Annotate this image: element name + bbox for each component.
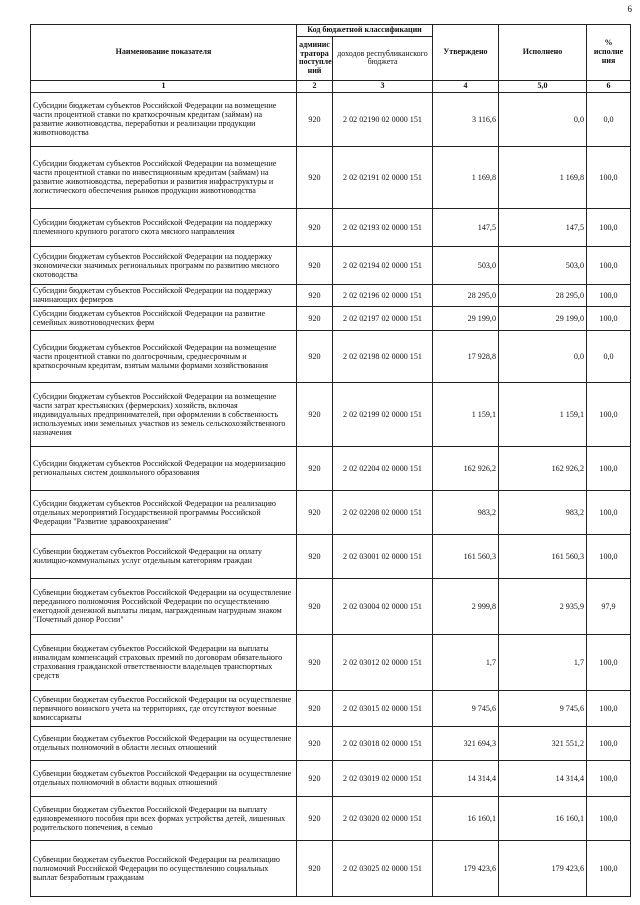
row-name: Субсидии бюджетам субъектов Российской Федерации на возмещение части процентной ставки по долгосрочным, среднесрочным и краткосрочным кредитам, взятым малыми формами хозяйствования [31, 330, 297, 382]
row-name: Субвенции бюджетам субъектов Российской Федерации на выплату единовременного пособия при всех формах устройства детей, лишенных родительского попечения, в семью [31, 796, 297, 840]
row-percent: 100,0 [587, 726, 631, 760]
header-percent: % исполне ния [587, 25, 631, 81]
column-number: 3 [333, 80, 433, 92]
table-row [31, 284, 631, 306]
column-number: 2 [297, 80, 333, 92]
row-admin-code: 920 [297, 146, 333, 208]
row-admin-code: 920 [297, 246, 333, 284]
row-name: Субвенции бюджетам субъектов Российской Федерации на реализацию полномочий Российской Федерации по осуществлению социальных выплат безработным гражданам [31, 840, 297, 896]
table-row [31, 796, 631, 840]
table-row [31, 146, 631, 208]
row-revenue-code: 2 02 03001 02 0000 151 [333, 534, 433, 578]
row-approved: 147,5 [433, 208, 499, 246]
row-revenue-code: 2 02 02193 02 0000 151 [333, 208, 433, 246]
row-executed: 162 926,2 [499, 446, 587, 490]
row-revenue-code: 2 02 03004 02 0000 151 [333, 578, 433, 634]
table-row [31, 534, 631, 578]
row-approved: 161 560,3 [433, 534, 499, 578]
row-executed: 28 295,0 [499, 284, 587, 306]
row-revenue-code: 2 02 03012 02 0000 151 [333, 634, 433, 690]
table-row [31, 690, 631, 726]
column-number: 1 [31, 80, 297, 92]
row-percent: 100,0 [587, 796, 631, 840]
row-executed: 983,2 [499, 490, 587, 534]
row-revenue-code: 2 02 02208 02 0000 151 [333, 490, 433, 534]
row-admin-code: 920 [297, 840, 333, 896]
row-admin-code: 920 [297, 534, 333, 578]
header-approved: Утверждено [433, 25, 499, 81]
row-percent: 100,0 [587, 534, 631, 578]
table-row [31, 490, 631, 534]
row-percent: 100,0 [587, 690, 631, 726]
header-administrator: админис тратора поступле ний [297, 36, 333, 80]
table-row [31, 208, 631, 246]
table-row [31, 382, 631, 446]
row-executed: 1 159,1 [499, 382, 587, 446]
table-row [31, 760, 631, 796]
row-admin-code: 920 [297, 92, 333, 146]
row-name: Субвенции бюджетам субъектов Российской Федерации на оплату жилищно-коммунальных услуг отдельным категориям граждан [31, 534, 297, 578]
row-approved: 179 423,6 [433, 840, 499, 896]
row-revenue-code: 2 02 03025 02 0000 151 [333, 840, 433, 896]
row-admin-code: 920 [297, 306, 333, 330]
column-number: 6 [587, 80, 631, 92]
table-row [31, 306, 631, 330]
row-name: Субсидии бюджетам субъектов Российской Федерации на реализацию отдельных мероприятий Государственной программы Российской Федерации "Развитие здравоохранения" [31, 490, 297, 534]
row-executed: 161 560,3 [499, 534, 587, 578]
row-approved: 983,2 [433, 490, 499, 534]
row-executed: 9 745,6 [499, 690, 587, 726]
row-revenue-code: 2 02 03019 02 0000 151 [333, 760, 433, 796]
row-name: Субвенции бюджетам субъектов Российской Федерации на осуществление отдельных полномочий в области лесных отношений [31, 726, 297, 760]
column-number: 5,0 [499, 80, 587, 92]
row-revenue-code: 2 02 02199 02 0000 151 [333, 382, 433, 446]
table-row [31, 330, 631, 382]
row-admin-code: 920 [297, 634, 333, 690]
row-name: Субсидии бюджетам субъектов Российской Федерации на возмещение части процентной ставки по инвестиционным кредитам (займам) на развитие животноводства, переработки и развития инфраструктуры и логистического обеспечения рынков продукции животноводства [31, 146, 297, 208]
row-revenue-code: 2 02 02191 02 0000 151 [333, 146, 433, 208]
table-row [31, 92, 631, 146]
row-admin-code: 920 [297, 382, 333, 446]
row-revenue-code: 2 02 02204 02 0000 151 [333, 446, 433, 490]
row-name: Субсидии бюджетам субъектов Российской Федерации на развитие семейных животноводческих ферм [31, 306, 297, 330]
table-row [31, 446, 631, 490]
header-executed: Исполнено [499, 25, 587, 81]
table-row [31, 578, 631, 634]
row-name: Субсидии бюджетам субъектов Российской Федерации на возмещение части процентной ставки по краткосрочным кредитам (займам) на развитие животноводства, переработки и реализации продукции животноводства [31, 92, 297, 146]
row-executed: 503,0 [499, 246, 587, 284]
row-admin-code: 920 [297, 726, 333, 760]
row-name: Субсидии бюджетам субъектов Российской Федерации на поддержку экономически значимых региональных программ по развитию мясного скотоводства [31, 246, 297, 284]
row-percent: 100,0 [587, 840, 631, 896]
row-percent: 100,0 [587, 760, 631, 796]
table-row [31, 246, 631, 284]
row-admin-code: 920 [297, 208, 333, 246]
row-approved: 162 926,2 [433, 446, 499, 490]
row-revenue-code: 2 02 03020 02 0000 151 [333, 796, 433, 840]
table-row [31, 840, 631, 896]
row-admin-code: 920 [297, 284, 333, 306]
row-approved: 16 160,1 [433, 796, 499, 840]
row-approved: 2 999,8 [433, 578, 499, 634]
row-name: Субсидии бюджетам субъектов Российской Федерации на модернизацию региональных систем дошкольного образования [31, 446, 297, 490]
row-percent: 97,9 [587, 578, 631, 634]
row-approved: 1,7 [433, 634, 499, 690]
row-percent: 100,0 [587, 246, 631, 284]
budget-execution-table [30, 24, 631, 897]
column-numbers-row [31, 80, 631, 92]
row-name: Субвенции бюджетам субъектов Российской Федерации на осуществление отдельных полномочий в области водных отношений [31, 760, 297, 796]
row-approved: 1 159,1 [433, 382, 499, 446]
row-name: Субвенции бюджетам субъектов Российской Федерации на осуществление переданного полномочия Российской Федерации по осуществлению ежегодной денежной выплаты лицам, награжденным нагрудным знаком "Почетный донор России" [31, 578, 297, 634]
row-percent: 0,0 [587, 92, 631, 146]
row-revenue-code: 2 02 02198 02 0000 151 [333, 330, 433, 382]
row-executed: 1,7 [499, 634, 587, 690]
row-percent: 100,0 [587, 146, 631, 208]
row-executed: 147,5 [499, 208, 587, 246]
row-approved: 28 295,0 [433, 284, 499, 306]
row-executed: 14 314,4 [499, 760, 587, 796]
row-percent: 100,0 [587, 382, 631, 446]
row-admin-code: 920 [297, 578, 333, 634]
row-approved: 3 116,6 [433, 92, 499, 146]
row-executed: 0,0 [499, 330, 587, 382]
row-revenue-code: 2 02 02197 02 0000 151 [333, 306, 433, 330]
row-revenue-code: 2 02 03015 02 0000 151 [333, 690, 433, 726]
row-revenue-code: 2 02 02194 02 0000 151 [333, 246, 433, 284]
row-percent: 100,0 [587, 634, 631, 690]
row-executed: 2 935,9 [499, 578, 587, 634]
row-admin-code: 920 [297, 690, 333, 726]
row-approved: 29 199,0 [433, 306, 499, 330]
row-percent: 100,0 [587, 490, 631, 534]
row-percent: 100,0 [587, 208, 631, 246]
row-executed: 29 199,0 [499, 306, 587, 330]
row-name: Субвенции бюджетам субъектов Российской Федерации на осуществление первичного воинского учета на территориях, где отсутствуют военные комиссариаты [31, 690, 297, 726]
header-indicator: Наименование показателя [31, 25, 297, 81]
page-number: 6 [627, 4, 632, 14]
row-executed: 1 169,8 [499, 146, 587, 208]
row-approved: 1 169,8 [433, 146, 499, 208]
row-approved: 503,0 [433, 246, 499, 284]
row-approved: 17 928,8 [433, 330, 499, 382]
row-admin-code: 920 [297, 760, 333, 796]
row-name: Субсидии бюджетам субъектов Российской Федерации на поддержку начинающих фермеров [31, 284, 297, 306]
row-percent: 100,0 [587, 306, 631, 330]
row-percent: 0,0 [587, 330, 631, 382]
table-row [31, 726, 631, 760]
row-executed: 321 551,2 [499, 726, 587, 760]
row-approved: 9 745,6 [433, 690, 499, 726]
row-admin-code: 920 [297, 796, 333, 840]
row-approved: 321 694,3 [433, 726, 499, 760]
row-revenue-code: 2 02 03018 02 0000 151 [333, 726, 433, 760]
header-revenue: доходов республиканского бюджета [333, 36, 433, 80]
row-revenue-code: 2 02 02190 02 0000 151 [333, 92, 433, 146]
row-name: Субсидии бюджетам субъектов Российской Федерации на возмещение части затрат крестьянских (фермерских) хозяйств, включая индивидуальных предпринимателей, при оформлении в собственность используемых ими земельных участков из земель сельскохозяйственного назначения [31, 382, 297, 446]
row-admin-code: 920 [297, 446, 333, 490]
row-percent: 100,0 [587, 446, 631, 490]
row-executed: 179 423,6 [499, 840, 587, 896]
column-number: 4 [433, 80, 499, 92]
row-admin-code: 920 [297, 330, 333, 382]
table-row [31, 634, 631, 690]
row-approved: 14 314,4 [433, 760, 499, 796]
row-executed: 16 160,1 [499, 796, 587, 840]
row-admin-code: 920 [297, 490, 333, 534]
row-revenue-code: 2 02 02196 02 0000 151 [333, 284, 433, 306]
row-executed: 0,0 [499, 92, 587, 146]
header-budget-code: Код бюджетной классификации [297, 25, 433, 37]
row-percent: 100,0 [587, 284, 631, 306]
row-name: Субвенции бюджетам субъектов Российской Федерации на выплаты инвалидам компенсаций страховых премий по договорам обязательного страхования гражданской ответственности владельцев транспортных средств [31, 634, 297, 690]
row-name: Субсидии бюджетам субъектов Российской Федерации на поддержку племенного крупного рогатого скота мясного направления [31, 208, 297, 246]
